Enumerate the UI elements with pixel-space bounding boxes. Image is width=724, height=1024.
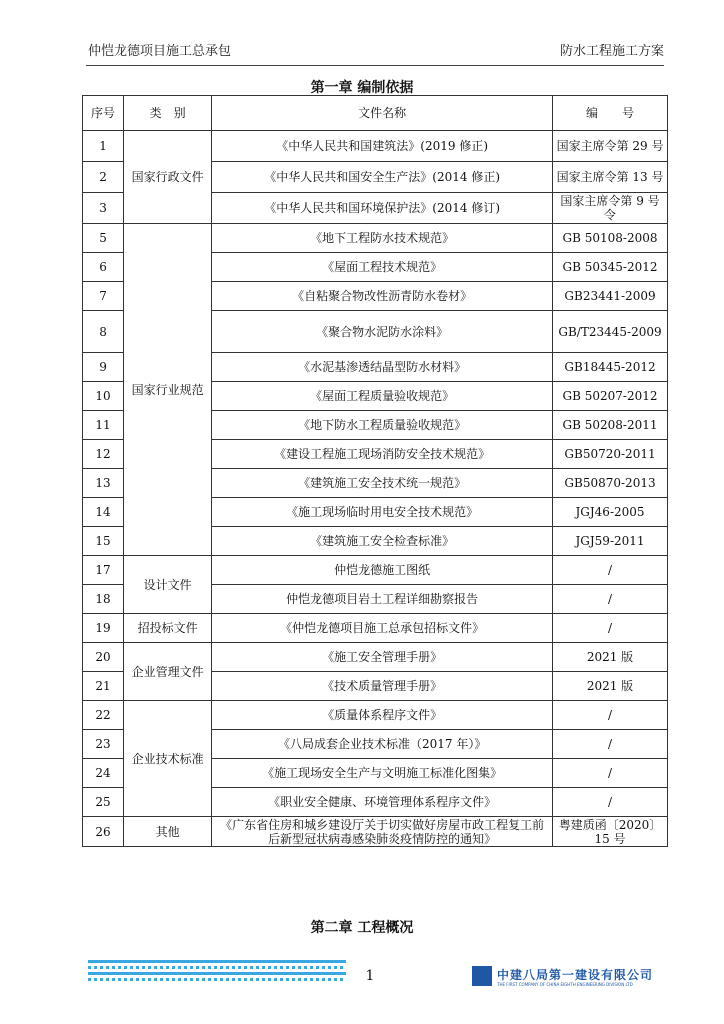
header-document-title: 防水工程施工方案 <box>559 44 664 59</box>
row-document-name: 《建设工程施工现场消防安全技术规范》 <box>212 440 553 469</box>
table-header-row <box>83 96 668 131</box>
row-document-name: 《施工现场安全生产与文明施工标准化图集》 <box>212 759 553 788</box>
chapter-1-title: 第一章 编制依据 <box>310 80 414 96</box>
footer-stripe <box>88 960 346 963</box>
row-document-code: 2021 版 <box>553 672 668 701</box>
table-row <box>83 817 668 847</box>
row-document-code: 2021 版 <box>553 643 668 672</box>
row-category: 其他 <box>124 817 212 847</box>
row-number: 10 <box>83 382 124 411</box>
header-code: 编 号 <box>553 96 668 131</box>
row-number: 6 <box>83 253 124 282</box>
row-document-code: GB50720-2011 <box>553 440 668 469</box>
row-document-code: GB 50108-2008 <box>553 224 668 253</box>
row-number: 21 <box>83 672 124 701</box>
row-number: 9 <box>83 353 124 382</box>
row-number: 15 <box>83 527 124 556</box>
row-number: 18 <box>83 585 124 614</box>
row-document-code: / <box>553 759 668 788</box>
row-document-code: 国家主席令第 9 号令 <box>553 193 668 224</box>
page-number: 1 <box>365 968 375 984</box>
row-document-code: / <box>553 614 668 643</box>
company-logo-icon <box>472 966 492 986</box>
row-document-code: JGJ59-2011 <box>553 527 668 556</box>
row-document-name: 《技术质量管理手册》 <box>212 672 553 701</box>
table-row <box>83 614 668 643</box>
header-no: 序号 <box>83 96 124 131</box>
row-document-name: 《质量体系程序文件》 <box>212 701 553 730</box>
row-document-code: GB/T23445-2009 <box>553 311 668 353</box>
row-number: 23 <box>83 730 124 759</box>
table-row <box>83 556 668 585</box>
row-number: 11 <box>83 411 124 440</box>
row-document-name: 《地下工程防水技术规范》 <box>212 224 553 253</box>
row-document-code: GB23441-2009 <box>553 282 668 311</box>
row-document-code: 国家主席令第 29 号 <box>553 131 668 162</box>
row-number: 3 <box>83 193 124 224</box>
row-category: 国家行业规范 <box>124 224 212 556</box>
row-document-code: / <box>553 585 668 614</box>
row-document-code: / <box>553 788 668 817</box>
row-category: 企业管理文件 <box>124 643 212 701</box>
header-project-name: 仲恺龙德项目施工总承包 <box>88 44 232 59</box>
row-document-name: 《屋面工程技术规范》 <box>212 253 553 282</box>
row-document-name: 《建筑施工安全检查标准》 <box>212 527 553 556</box>
row-document-name: 《施工安全管理手册》 <box>212 643 553 672</box>
row-document-code: / <box>553 730 668 759</box>
row-category: 设计文件 <box>124 556 212 614</box>
row-number: 13 <box>83 469 124 498</box>
row-document-name: 《八局成套企业技术标准（2017 年）》 <box>212 730 553 759</box>
row-number: 17 <box>83 556 124 585</box>
row-document-code: 国家主席令第 13 号 <box>553 162 668 193</box>
row-document-code: / <box>553 556 668 585</box>
row-document-code: GB 50345-2012 <box>553 253 668 282</box>
company-english-name: THE FIRST COMPANY OF CHINA EIGHTH ENGINEERING DIVISION LTD <box>497 982 633 987</box>
table-row <box>83 131 668 162</box>
row-number: 1 <box>83 131 124 162</box>
row-document-name: 《中华人民共和国建筑法》(2019 修正) <box>212 131 553 162</box>
company-name: 中建八局第一建设有限公司 <box>497 968 654 982</box>
header-name: 文件名称 <box>212 96 553 131</box>
row-number: 7 <box>83 282 124 311</box>
row-document-name: 《中华人民共和国环境保护法》(2014 修订) <box>212 193 553 224</box>
table-row <box>83 643 668 672</box>
row-document-name: 仲恺龙德项目岩土工程详细勘察报告 <box>212 585 553 614</box>
row-number: 24 <box>83 759 124 788</box>
row-document-name: 《自粘聚合物改性沥青防水卷材》 <box>212 282 553 311</box>
row-document-name: 《中华人民共和国安全生产法》(2014 修正) <box>212 162 553 193</box>
row-document-code: GB 50207-2012 <box>553 382 668 411</box>
row-document-code: JGJ46-2005 <box>553 498 668 527</box>
row-number: 19 <box>83 614 124 643</box>
row-document-name: 《施工现场临时用电安全技术规范》 <box>212 498 553 527</box>
row-document-code: GB 50208-2011 <box>553 411 668 440</box>
header-divider <box>86 65 664 66</box>
row-document-name: 《建筑施工安全技术统一规范》 <box>212 469 553 498</box>
row-number: 2 <box>83 162 124 193</box>
row-document-code: / <box>553 701 668 730</box>
row-document-code: 粤建质函〔2020〕15 号 <box>553 817 668 847</box>
row-category: 招投标文件 <box>124 614 212 643</box>
row-number: 12 <box>83 440 124 469</box>
row-number: 5 <box>83 224 124 253</box>
row-document-name: 《仲恺龙德项目施工总承包招标文件》 <box>212 614 553 643</box>
row-number: 20 <box>83 643 124 672</box>
chapter-2-title: 第二章 工程概况 <box>310 920 414 936</box>
row-document-name: 《广东省住房和城乡建设厅关于切实做好房屋市政工程复工前后新型冠状病毒感染肺炎疫情防控的通知》 <box>212 817 553 847</box>
reference-documents-table <box>82 95 668 847</box>
table-row <box>83 701 668 730</box>
row-document-name: 《地下防水工程质量验收规范》 <box>212 411 553 440</box>
row-category: 国家行政文件 <box>124 131 212 224</box>
row-document-name: 《水泥基渗透结晶型防水材料》 <box>212 353 553 382</box>
row-document-code: GB50870-2013 <box>553 469 668 498</box>
row-document-name: 仲恺龙德施工图纸 <box>212 556 553 585</box>
row-document-name: 《屋面工程质量验收规范》 <box>212 382 553 411</box>
header-category: 类 别 <box>124 96 212 131</box>
table-body <box>83 131 668 847</box>
row-document-name: 《职业安全健康、环境管理体系程序文件》 <box>212 788 553 817</box>
row-document-code: GB18445-2012 <box>553 353 668 382</box>
row-number: 26 <box>83 817 124 847</box>
row-number: 14 <box>83 498 124 527</box>
row-category: 企业技术标准 <box>124 701 212 817</box>
row-document-name: 《聚合物水泥防水涂料》 <box>212 311 553 353</box>
row-number: 8 <box>83 311 124 353</box>
row-number: 25 <box>83 788 124 817</box>
table-row <box>83 224 668 253</box>
row-number: 22 <box>83 701 124 730</box>
